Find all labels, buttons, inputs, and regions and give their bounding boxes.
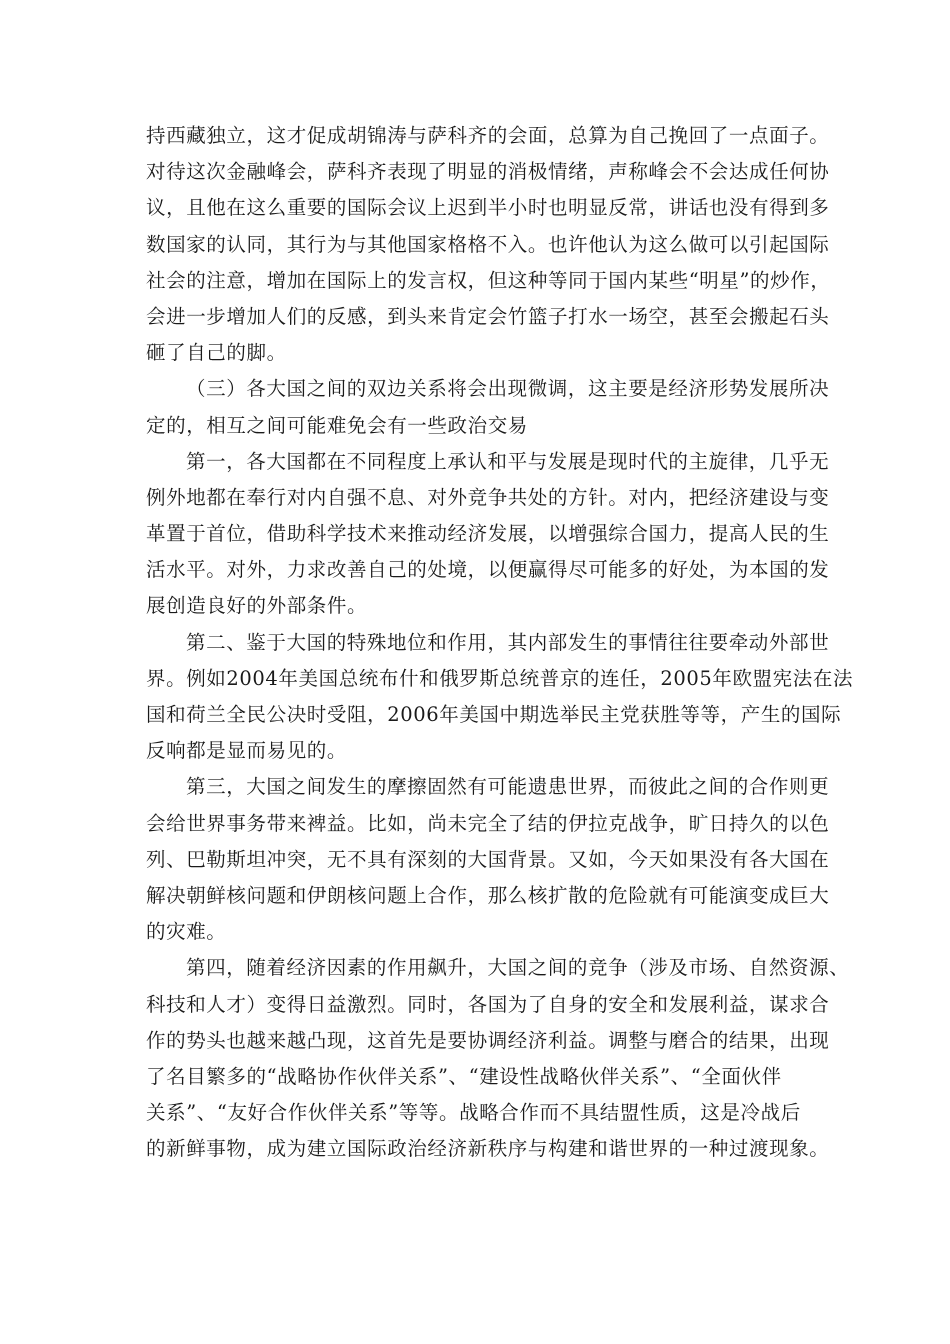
text-line: 科技和人才）变得日益激烈。同时，各国为了自身的安全和发展利益，谋求合 [146,992,830,1016]
paragraph-third [146,769,830,950]
text-line: 革置于首位，借助科学技术来推动经济发展，以增强综合国力，提高人民的生 [146,522,830,546]
text-line: 会进一步增加人们的反感，到头来肯定会竹篮子打水一场空，甚至会搬起石头 [146,304,830,328]
text-line: 国和荷兰全民公决时受阻，2006年美国中期选举民主党获胜等等，产生的国际 [146,703,842,726]
text-line: 列、巴勒斯坦冲突，无不具有深刻的大国背景。又如，今天如果没有各大国在 [146,847,830,871]
text-line: 解决朝鲜核问题和伊朗核问题上合作，那么核扩散的危险就有可能演变成巨大 [146,883,830,907]
text-line: 活水平。对外，力求改善自己的处境，以便赢得尽可能多的好处，为本国的发 [146,558,830,582]
paragraph-1 [146,118,831,371]
text-line: 作的势头也越来越凸现，这首先是要协调经济利益。调整与磨合的结果，出现 [146,1028,830,1052]
text-line: 第二、鉴于大国的特殊地位和作用，其内部发生的事情往往要牵动外部世 [186,630,830,654]
text-line: 的灾难。 [146,920,227,944]
text-line: 的新鲜事物，成为建立国际政治经济新秩序与构建和谐世界的一种过渡现象。 [146,1137,830,1161]
text-line: 数国家的认同，其行为与其他国家格格不入。也许他认为这么做可以引起国际 [146,232,830,256]
text-line: 议，且他在这么重要的国际会议上迟到半小时也明显反常，讲话也没有得到多 [146,196,830,220]
text-line: 第三，大国之间发生的摩擦固然有可能遗患世界，而彼此之间的合作则更 [186,775,830,799]
paragraph-fourth [146,950,850,1167]
text-line: 了名目繁多的“战略协作伙伴关系”、“建设性战略伙伴关系”、“全面伙伴 [146,1064,782,1088]
heading-line: （三）各大国之间的双边关系将会出现微调，这主要是经济形势发展所决 [186,377,830,401]
text-line: 例外地都在奉行对内自强不息、对外竞争共处的方针。对内，把经济建设与变 [146,485,830,509]
text-line: 会给世界事务带来裨益。比如，尚未完全了结的伊拉克战争，旷日持久的以色 [146,811,830,835]
text-line: 关系”、“友好合作伙伴关系”等等。战略合作而不具结盟性质，这是冷战后 [146,1101,801,1125]
text-line: 持西藏独立，这才促成胡锦涛与萨科齐的会面，总算为自己挽回了一点面子。 [146,124,830,147]
section-heading-3 [146,371,830,443]
text-line: 对待这次金融峰会，萨科齐表现了明显的消极情绪，声称峰会不会达成任何协 [146,160,830,184]
paragraph-second [146,625,854,770]
text-line: 社会的注意，增加在国际上的发言权，但这种等同于国内某些“明星”的炒作， [146,268,831,292]
document-page [146,118,854,1167]
paragraph-first [146,444,830,625]
text-line: 砸了自己的脚。 [146,341,287,365]
text-line: 第一，各大国都在不同程度上承认和平与发展是现时代的主旋律，几乎无 [186,449,830,473]
text-line: 展创造良好的外部条件。 [146,594,368,618]
text-line: 反响都是显而易见的。 [146,739,348,763]
text-line: 第四，随着经济因素的作用飙升，大国之间的竞争（涉及市场、自然资源、 [186,956,850,980]
text-line: 界。例如2004年美国总统布什和俄罗斯总统普京的连任，2005年欧盟宪法在法 [146,666,854,690]
heading-line: 定的，相互之间可能难免会有一些政治交易 [146,413,528,437]
